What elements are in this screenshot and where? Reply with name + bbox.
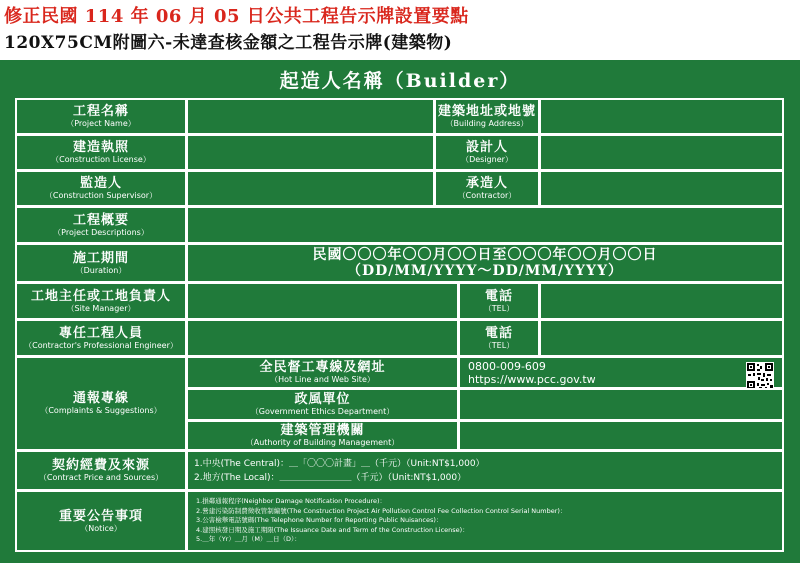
complaints-en: （Complaints & Suggestions） [40,406,162,415]
professional-engineer-label [15,319,187,357]
hotline-value [458,356,784,389]
hotline-label [186,356,459,389]
header-title-red: 修正民國 114 年 06 月 05 日公共工程告示牌設置要點 [4,6,469,27]
contractor-en: （Contractor） [457,191,517,200]
tel1-zh: 電話 [484,288,513,304]
designer-value [539,134,784,171]
address-en: （Building Address） [445,119,529,128]
descriptions-zh: 工程概要 [72,212,129,228]
tel1-label [458,282,540,320]
project-name-en: （Project Name） [66,119,136,128]
descriptions-label [15,206,187,244]
duration-value [186,243,784,283]
signboard [0,60,800,563]
designer-en: （Designer） [461,155,513,164]
professional-engineer-value [186,319,459,357]
price-value [186,450,784,491]
license-label [15,134,187,171]
duration-zh: 施工期間 [72,250,129,266]
tel2-zh: 電話 [484,325,513,341]
tel2-label [458,319,540,357]
tel2-value [539,319,784,357]
contractor-label [434,170,540,207]
notice-item: 2.營建污染防制費徵收管制編號(The Construction Project Air Pollution Control Fee Collection Control Serial Number)： [196,506,567,515]
complaints-zh: 通報專線 [72,391,129,406]
ethics-value [458,388,784,421]
tel1-value [539,282,784,320]
address-value [539,98,784,135]
ethics-en: （Government Ethics Department） [250,407,395,416]
building-mgmt-label [186,420,459,451]
address-label [434,98,540,135]
supervisor-en: （Construction Supervisor） [44,191,158,200]
complaints-label [15,356,187,451]
ethics-zh: 政風單位 [294,392,351,407]
supervisor-value [186,170,435,207]
designer-zh: 設計人 [465,140,508,155]
site-manager-en: （Site Manager） [66,303,136,313]
designer-label [434,134,540,171]
site-manager-label [15,282,187,320]
notice-item: 4.建照核發日期及施工期限(The Issuance Date and Term of the Construction License)： [196,525,469,534]
notice-item: 3.公害檢舉電話號碼(The Telephone Number for Reporting Public Nuisances)： [196,516,443,525]
hotline-en: （Hot Line and Web Site） [270,375,375,384]
duration-label [15,243,187,283]
header-subtitle: 120X75CM附圖六-未達查核金額之工程告示牌(建築物) [4,33,453,53]
hotline-zh: 全民督工專線及網址 [259,360,386,375]
descriptions-value [186,206,784,244]
price-zh: 契約經費及來源 [51,458,150,473]
qr-code-icon [746,362,774,390]
tel2-en: （TEL） [483,340,515,350]
license-en: （Construction License） [51,155,151,164]
builder-title: 起造人名稱（Builder） [279,70,521,92]
notice-item: 5.＿年（Yr）＿月（M）＿日（D）： [196,535,301,544]
address-zh: 建築地址或地號 [437,104,536,119]
building-mgmt-en: （Authority of Building Management） [245,438,400,447]
contractor-value [539,170,784,207]
supervisor-label [15,170,187,207]
license-value [186,134,435,171]
project-name-label [15,98,187,135]
descriptions-en: （Project Descriptions） [53,227,149,237]
tel1-en: （TEL） [483,303,515,313]
professional-engineer-zh: 專任工程人員 [58,325,143,341]
project-name-value [186,98,435,135]
building-mgmt-zh: 建築管理機關 [280,423,365,438]
project-name-zh: 工程名稱 [72,104,129,119]
building-mgmt-value [458,420,784,451]
notice-zh: 重要公告事項 [58,508,143,524]
hotline-phone: 0800-009-609 [468,359,546,373]
hotline-url[interactable]: https://www.pcc.gov.tw [468,372,596,386]
ethics-label [186,388,459,421]
professional-engineer-en: （Contractor's Professional Engineer） [24,340,178,350]
price-central: 1.中央(The Central)：＿「〇〇〇計畫」＿（千元）（Unit:NT$1,000） [194,458,485,469]
duration-date-format: （DD/MM/YYYY～DD/MM/YYYY） [347,263,623,279]
price-local: 2.地方(The Local)：＿＿＿＿＿＿＿＿（千元）（Unit:NT$1,000） [194,472,467,483]
supervisor-zh: 監造人 [79,176,122,191]
duration-date-zh: 民國〇〇〇年〇〇月〇〇日至〇〇〇年〇〇月〇〇日 [312,247,658,263]
site-manager-zh: 工地主任或工地負責人 [30,288,171,304]
notice-value [186,490,784,552]
site-manager-value [186,282,459,320]
contractor-zh: 承造人 [465,176,508,191]
duration-en: （Duration） [75,265,127,275]
price-en: （Contract Price and Sources） [38,473,164,482]
notice-en: （Notice） [80,523,122,533]
notice-label [15,490,187,552]
license-zh: 建造執照 [72,140,129,155]
notice-item: 1.損鄰通報程序(Neighbor Damage Notification Procedure)： [196,497,387,506]
price-label [15,450,187,491]
